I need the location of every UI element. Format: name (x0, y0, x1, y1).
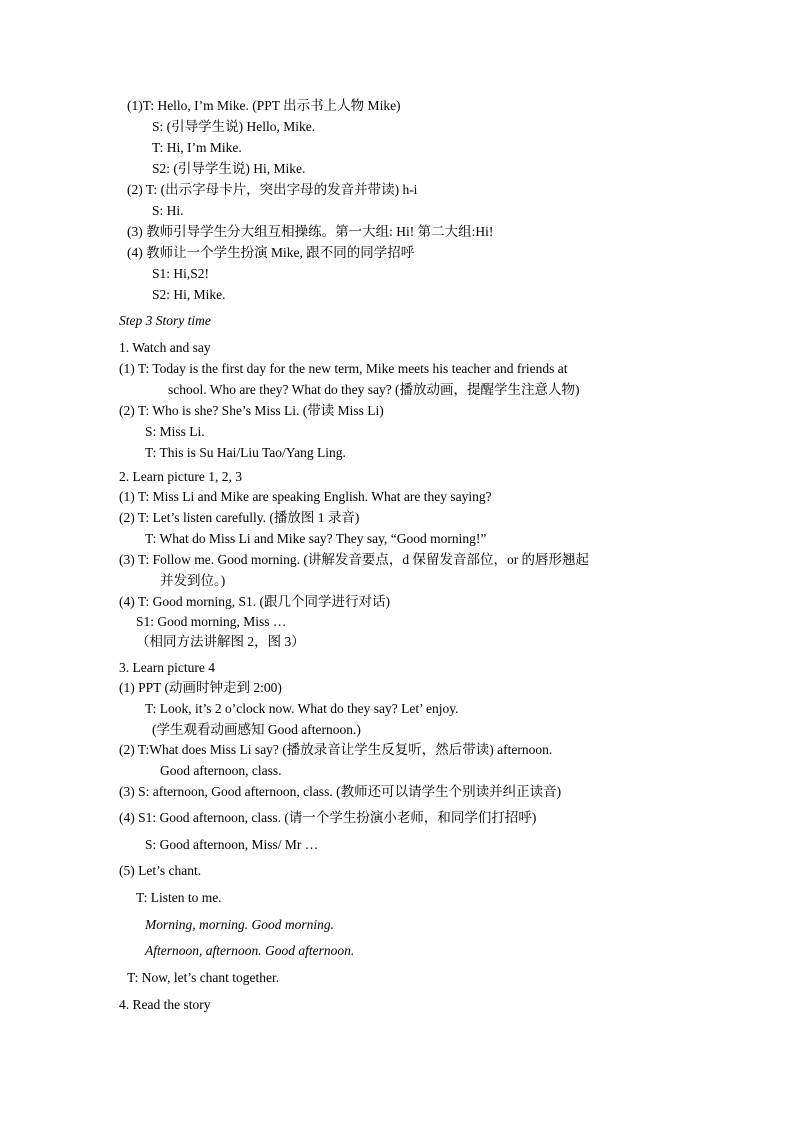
text-line: (3) 教师引导学生分大组互相操练。第一大组: Hi! 第二大组:Hi! (127, 224, 494, 239)
text-line: S2: (引导学生说) Hi, Mike. (152, 161, 306, 176)
text-line: S1: Hi,S2! (152, 266, 210, 281)
text-line: S: (引导学生说) Hello, Mike. (152, 119, 316, 134)
text-line: （相同方法讲解图 2，图 3） (136, 634, 305, 649)
text-line: (5) Let’s chant. (119, 863, 202, 878)
text-line: T: Listen to me. (136, 890, 222, 905)
text-line: S: Miss Li. (145, 424, 205, 439)
text-line: school. Who are they? What do they say? (播放动画，提醒学生注意人物) (168, 382, 580, 397)
text-line: (学生观看动画感知 Good afternoon.) (152, 722, 361, 737)
text-line: (1) T: Miss Li and Mike are speaking English. What are they saying? (119, 489, 492, 504)
text-line: Good afternoon, class. (160, 763, 282, 778)
text-line: (1) T: Today is the first day for the new term, Mike meets his teacher and friends at (119, 361, 568, 376)
text-line: 3. Learn picture 4 (119, 660, 215, 675)
text-line: (4) S1: Good afternoon, class. (请一个学生扮演小老师，和同学们打招呼) (119, 810, 537, 825)
text-line: T: Now, let’s chant together. (127, 970, 280, 985)
text-line: (4) 教师让一个学生扮演 Mike, 跟不同的同学招呼 (127, 245, 415, 260)
text-line: T: This is Su Hai/Liu Tao/Yang Ling. (145, 445, 346, 460)
text-line: (1)T: Hello, I’m Mike. (PPT 出示书上人物 Mike) (127, 98, 401, 113)
text-line: (4) T: Good morning, S1. (跟几个同学进行对话) (119, 594, 390, 609)
text-line: S2: Hi, Mike. (152, 287, 226, 302)
text-line: (1) PPT (动画时钟走到 2:00) (119, 680, 282, 695)
text-line: (2) T: Let’s listen carefully. (播放图 1 录音) (119, 510, 360, 525)
chant-line: Afternoon, afternoon. Good afternoon. (145, 943, 355, 958)
chant-line: Morning, morning. Good morning. (145, 917, 335, 932)
text-line: (3) T: Follow me. Good morning. (讲解发音要点，d 保留发音部位，or 的唇形翘起 (119, 552, 590, 567)
text-line: S1: Good morning, Miss … (136, 614, 287, 629)
text-line: 1. Watch and say (119, 340, 211, 355)
text-line: S: Hi. (152, 203, 184, 218)
text-line: (2) T:What does Miss Li say? (播放录音让学生反复听，然后带读) afternoon. (119, 742, 553, 757)
text-line: T: Look, it’s 2 o’clock now. What do they say? Let’ enjoy. (145, 701, 459, 716)
text-line: 并发到位。) (160, 573, 226, 588)
text-line: 4. Read the story (119, 997, 211, 1012)
text-line: S: Good afternoon, Miss/ Mr … (145, 837, 319, 852)
text-line: (2) T: (出示字母卡片，突出字母的发音并带读) h-i (127, 182, 418, 197)
text-line: (3) S: afternoon, Good afternoon, class. (教师还可以请学生个别读并纠正读音) (119, 784, 562, 799)
text-line: (2) T: Who is she? She’s Miss Li. (带读 Miss Li) (119, 403, 384, 418)
text-line: 2. Learn picture 1, 2, 3 (119, 469, 242, 484)
text-line: T: What do Miss Li and Mike say? They say, “Good morning!” (145, 531, 487, 546)
section-heading: Step 3 Story time (119, 313, 211, 328)
text-line: T: Hi, I’m Mike. (152, 140, 242, 155)
